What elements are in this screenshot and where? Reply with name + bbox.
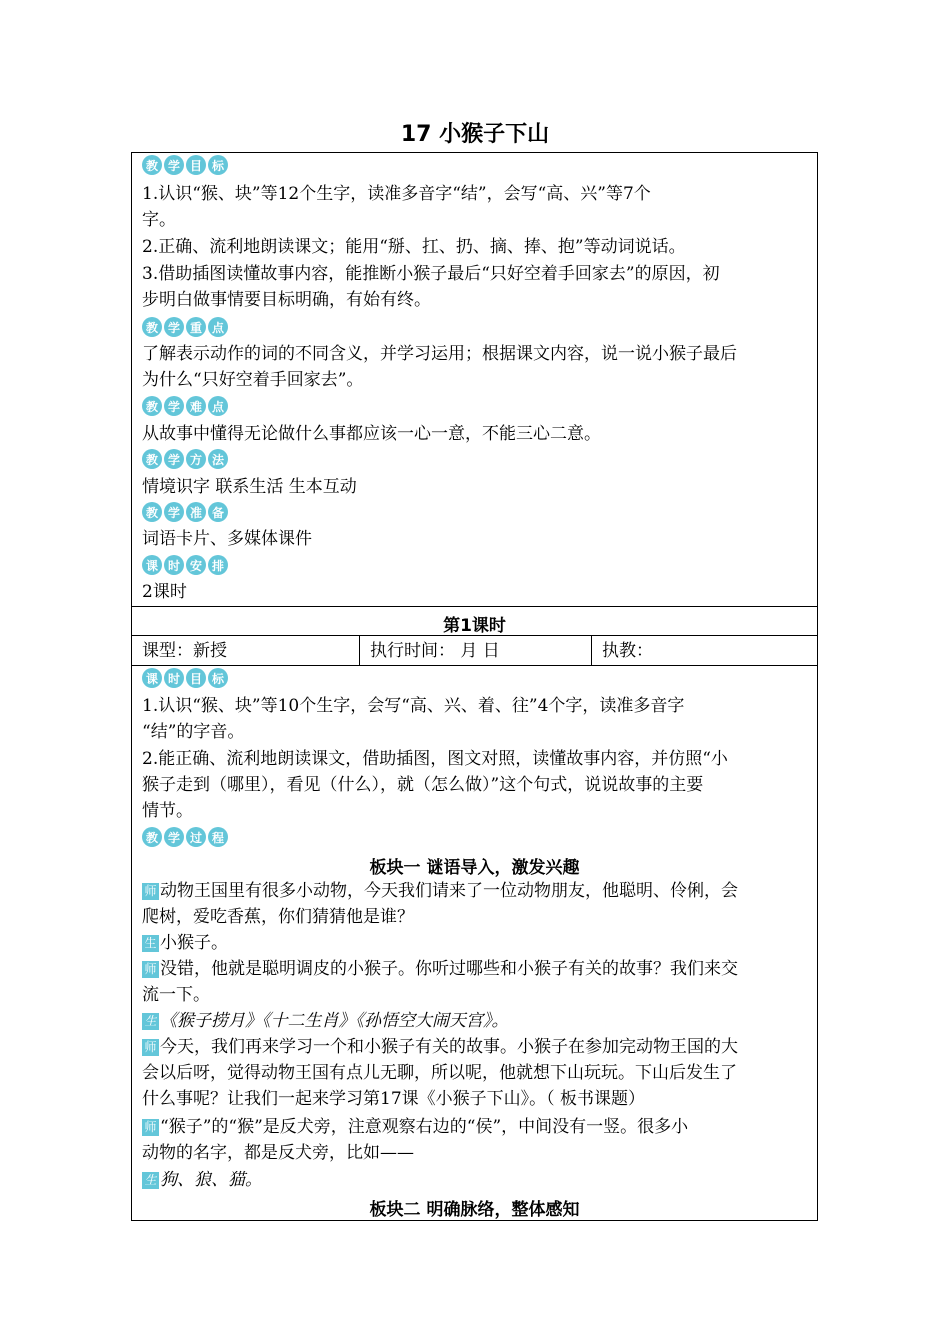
- dialogue-teacher: [142, 1115, 809, 1139]
- process-heading: [142, 827, 228, 847]
- schedule-line: 2课时: [142, 582, 187, 602]
- student-marker: 生: [142, 935, 159, 952]
- heading-chip: 时: [164, 668, 184, 688]
- goals-heading: [142, 155, 228, 175]
- heading-chip: 学: [164, 155, 184, 175]
- block-two-title: 板块二 明确脉络，整体感知: [369, 1200, 580, 1220]
- heading-chip: 方: [186, 449, 206, 469]
- goal-line: 3.借助插图读懂故事内容，能推断小猴子最后“只好空着手回家去”的原因，初: [142, 264, 720, 284]
- heading-chip: 学: [164, 502, 184, 522]
- student-marker: 生: [142, 1013, 159, 1030]
- heading-chip: 点: [208, 317, 228, 337]
- block-one-title: 板块一 谜语导入，激发兴趣: [369, 858, 580, 878]
- heading-chip: 程: [208, 827, 228, 847]
- goal-line: 1.认识“猴、块”等12个生字，读准多音字“结”，会写“高、兴”等7个: [142, 184, 651, 204]
- heading-chip: 备: [208, 502, 228, 522]
- teacher-marker: 师: [142, 961, 159, 978]
- dialogue-text: 狗、狼、猫。: [160, 1170, 262, 1190]
- schedule-heading: [142, 555, 228, 575]
- heading-chip: 排: [208, 555, 228, 575]
- heading-chip: 课: [142, 555, 162, 575]
- execution-time: 执行时间： 月 日: [370, 641, 500, 661]
- dialogue-text-line: 什么事呢？让我们一起来学习第17课《小猴子下山》。（ 板书课题）: [142, 1089, 646, 1109]
- heading-chip: 学: [164, 317, 184, 337]
- dialogue-text: 《猴子捞月》《十二生肖》《孙悟空大闹天宫》。: [160, 1011, 509, 1031]
- period-goal-line: 猴子走到（哪里），看见（什么），就（怎么做）”这个句式，说说故事的主要: [142, 775, 704, 795]
- period-goal-line: 2.能正确、流利地朗读课文，借助插图，图文对照，读懂故事内容，并仿照“小: [142, 749, 728, 769]
- heading-chip: 过: [186, 827, 206, 847]
- key-point-line: 为什么“只好空着手回家去”。: [142, 370, 364, 390]
- goal-line: 2.正确、流利地朗读课文；能用“掰、扛、扔、摘、捧、抱”等动词说话。: [142, 237, 686, 257]
- dialogue-teacher: [142, 879, 809, 903]
- heading-chip: 学: [164, 449, 184, 469]
- dialogue-student: [142, 931, 809, 955]
- heading-chip: 重: [186, 317, 206, 337]
- period-header: 第1课时: [443, 616, 506, 636]
- difficulties-heading: [142, 396, 228, 416]
- goal-line: 步明白做事情要目标明确，有始有终。: [142, 290, 431, 310]
- lesson-type: 课型：新授: [142, 641, 227, 661]
- heading-chip: 点: [208, 396, 228, 416]
- dialogue-text: “猴子”的“猴”是反犬旁，注意观察右边的“侯”，中间没有一竖。很多小: [160, 1117, 689, 1137]
- preparation-heading: [142, 502, 228, 522]
- heading-chip: 标: [208, 668, 228, 688]
- difficulty-line: 从故事中懂得无论做什么事都应该一心一意，不能三心二意。: [142, 424, 601, 444]
- key-points-heading: [142, 317, 228, 337]
- heading-chip: 学: [164, 827, 184, 847]
- dialogue-text: 小猴子。: [160, 933, 228, 953]
- heading-chip: 难: [186, 396, 206, 416]
- period-header-row: [131, 606, 818, 636]
- dialogue-text-line: 动物的名字，都是反犬旁，比如——: [142, 1143, 414, 1163]
- heading-chip: 准: [186, 502, 206, 522]
- teacher-marker: 师: [142, 883, 159, 900]
- period-goal-line: “结”的字音。: [142, 722, 245, 742]
- heading-chip: 教: [142, 449, 162, 469]
- preparation-line: 词语卡片、多媒体课件: [142, 529, 312, 549]
- key-point-line: 了解表示动作的词的不同含义，并学习运用；根据课文内容，说一说小猴子最后: [142, 344, 737, 364]
- period-content-box: [131, 665, 818, 1221]
- heading-chip: 教: [142, 827, 162, 847]
- dialogue-student: [142, 1009, 809, 1033]
- heading-chip: 课: [142, 668, 162, 688]
- dialogue-text: 今天，我们再来学习一个和小猴子有关的故事。小猴子在参加完动物王国的大: [160, 1037, 738, 1057]
- dialogue-teacher: [142, 957, 809, 981]
- period-info-row: [131, 635, 818, 666]
- page-title: 17 小猴子下山: [400, 122, 550, 147]
- heading-chip: 教: [142, 502, 162, 522]
- dialogue-text: 动物王国里有很多小动物，今天我们请来了一位动物朋友，他聪明、伶俐，会: [160, 881, 738, 901]
- teacher-marker: 师: [142, 1119, 159, 1136]
- dialogue-teacher: [142, 1035, 809, 1059]
- method-line: 情境识字 联系生活 生本互动: [142, 477, 357, 497]
- period-goals-heading: [142, 668, 228, 688]
- heading-chip: 目: [186, 668, 206, 688]
- dialogue-text-line: 会以后呀，觉得动物王国有点儿无聊，所以呢，他就想下山玩玩。下山后发生了: [142, 1063, 737, 1083]
- heading-chip: 教: [142, 317, 162, 337]
- heading-chip: 学: [164, 396, 184, 416]
- teacher-field: 执教：: [602, 641, 653, 661]
- heading-chip: 时: [164, 555, 184, 575]
- student-marker: 生: [142, 1172, 159, 1189]
- dialogue-text-line: 爬树，爱吃香蕉，你们猜猜他是谁？: [142, 907, 414, 927]
- methods-heading: [142, 449, 228, 469]
- heading-chip: 法: [208, 449, 228, 469]
- heading-chip: 标: [208, 155, 228, 175]
- heading-chip: 教: [142, 155, 162, 175]
- dialogue-text-line: 流一下。: [142, 985, 210, 1005]
- period-goal-line: 1.认识“猴、块”等10个生字，会写“高、兴、着、往”4个字，读准多音字: [142, 696, 685, 716]
- heading-chip: 目: [186, 155, 206, 175]
- dialogue-student: [142, 1168, 809, 1192]
- dialogue-text: 没错，他就是聪明调皮的小猴子。你听过哪些和小猴子有关的故事？我们来交: [160, 959, 738, 979]
- period-goal-line: 情节。: [142, 801, 193, 821]
- heading-chip: 教: [142, 396, 162, 416]
- teacher-marker: 师: [142, 1039, 159, 1056]
- overview-box: [131, 152, 818, 607]
- goal-line: 字。: [142, 210, 176, 230]
- heading-chip: 安: [186, 555, 206, 575]
